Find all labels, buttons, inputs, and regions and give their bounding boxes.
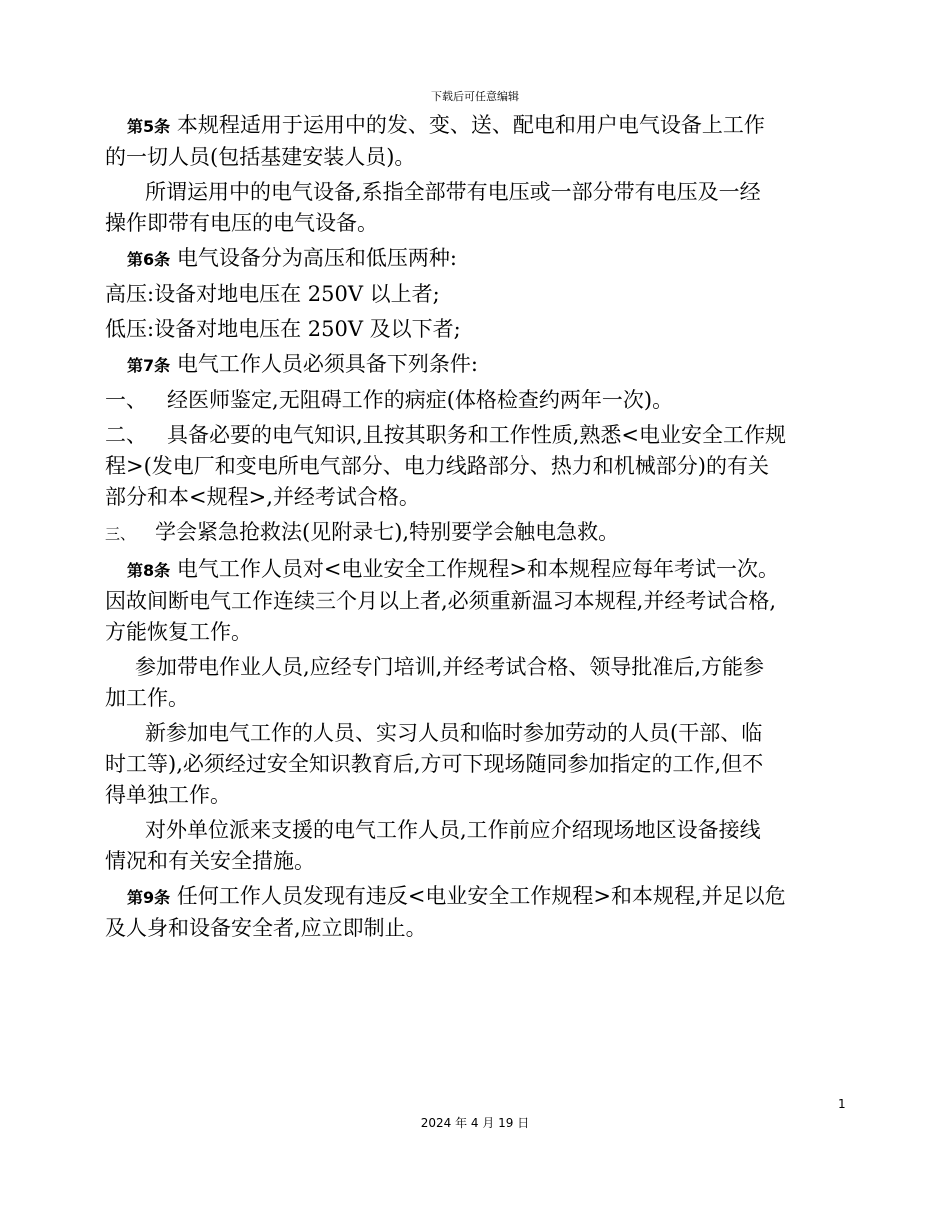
paragraph-definition-line-2: 操作即带有电压的电气设备。 (105, 211, 378, 235)
paragraph-text: 电气工作人员必须具备下列条件: (170, 352, 478, 376)
paragraph-text: 电气设备分为高压和低压两种: (170, 246, 457, 270)
new-staff-line-2: 时工等),必须经过安全知识教育后,方可下现场随同参加指定的工作,但不 (105, 752, 764, 776)
article-9-line-1 (105, 881, 850, 913)
new-staff-line-1: 新参加电气工作的人员、实习人员和临时参加劳动的人员(干部、临 (145, 721, 763, 745)
high-voltage-line: 高压:设备对地电压在 250V 以上者; (105, 282, 440, 306)
article-7-line-1 (105, 349, 850, 381)
condition-1 (105, 385, 850, 416)
external-staff-line-1: 对外单位派来支援的电气工作人员,工作前应介绍现场地区设备接线 (145, 818, 761, 842)
article-label: 第8条 (127, 561, 171, 580)
article-9-line-2: 及人身和设备安全者,应立即制止。 (105, 916, 427, 940)
document-body (105, 110, 850, 944)
paragraph-text: 电气工作人员对<电业安全工作规程>和本规程应每年考试一次。 (170, 557, 780, 581)
new-staff-line-3: 得单独工作。 (105, 783, 231, 807)
external-staff-line-2: 情况和有关安全措施。 (105, 849, 315, 873)
paragraph-text: 经医师鉴定,无阻碍工作的病症(体格检查约两年一次)。 (147, 388, 674, 412)
paragraph-definition-line-1: 所谓运用中的电气设备,系指全部带有电压或一部分带有电压及一经 (145, 180, 761, 204)
condition-2-line-3: 部分和本<规程>,并经考试合格。 (105, 485, 420, 509)
article-8-line-2: 因故间断电气工作连续三个月以上者,必须重新温习本规程,并经考试合格, (105, 589, 777, 613)
article-label: 第7条 (127, 356, 171, 375)
article-6-line-1 (105, 243, 850, 275)
list-marker: 一、 (105, 388, 147, 412)
condition-2-line-2: 程>(发电厂和变电所电气部分、电力线路部分、热力和机械部分)的有关 (105, 454, 769, 478)
live-work-line-1: 参加带电作业人员,应经专门培训,并经考试合格、领导批准后,方能参 (135, 655, 765, 679)
condition-3 (105, 517, 850, 550)
paragraph-text: 具备必要的电气知识,且按其职务和工作性质,熟悉<电业安全工作规 (147, 423, 786, 447)
live-work-line-2: 加工作。 (105, 686, 189, 710)
article-5-line-2: 的一切人员(包括基建安装人员)。 (105, 145, 416, 169)
article-label: 第6条 (127, 250, 171, 269)
paragraph-text: 任何工作人员发现有违反<电业安全工作规程>和本规程,并足以危 (170, 884, 786, 908)
list-marker: 二、 (105, 423, 147, 447)
paragraph-text: 本规程适用于运用中的发、变、送、配电和用户电气设备上工作 (170, 113, 765, 137)
low-voltage-line: 低压:设备对地电压在 250V 及以下者; (105, 317, 461, 341)
page-footer-date: 2024 年 4 月 19 日 (420, 1116, 530, 1130)
condition-2-line-1 (105, 420, 850, 451)
article-8-line-3: 方能恢复工作。 (105, 620, 252, 644)
page-number: 1 (838, 1097, 846, 1111)
paragraph-text: 学会紧急抢救法(见附录七),特别要学会触电急救。 (135, 520, 620, 544)
article-8-line-1 (105, 554, 850, 586)
page-header: 下载后可任意编辑 (431, 90, 519, 103)
article-label: 第5条 (127, 117, 171, 136)
list-marker: 三、 (105, 525, 136, 543)
article-label: 第9条 (127, 888, 171, 907)
article-5-line-1 (105, 110, 850, 142)
